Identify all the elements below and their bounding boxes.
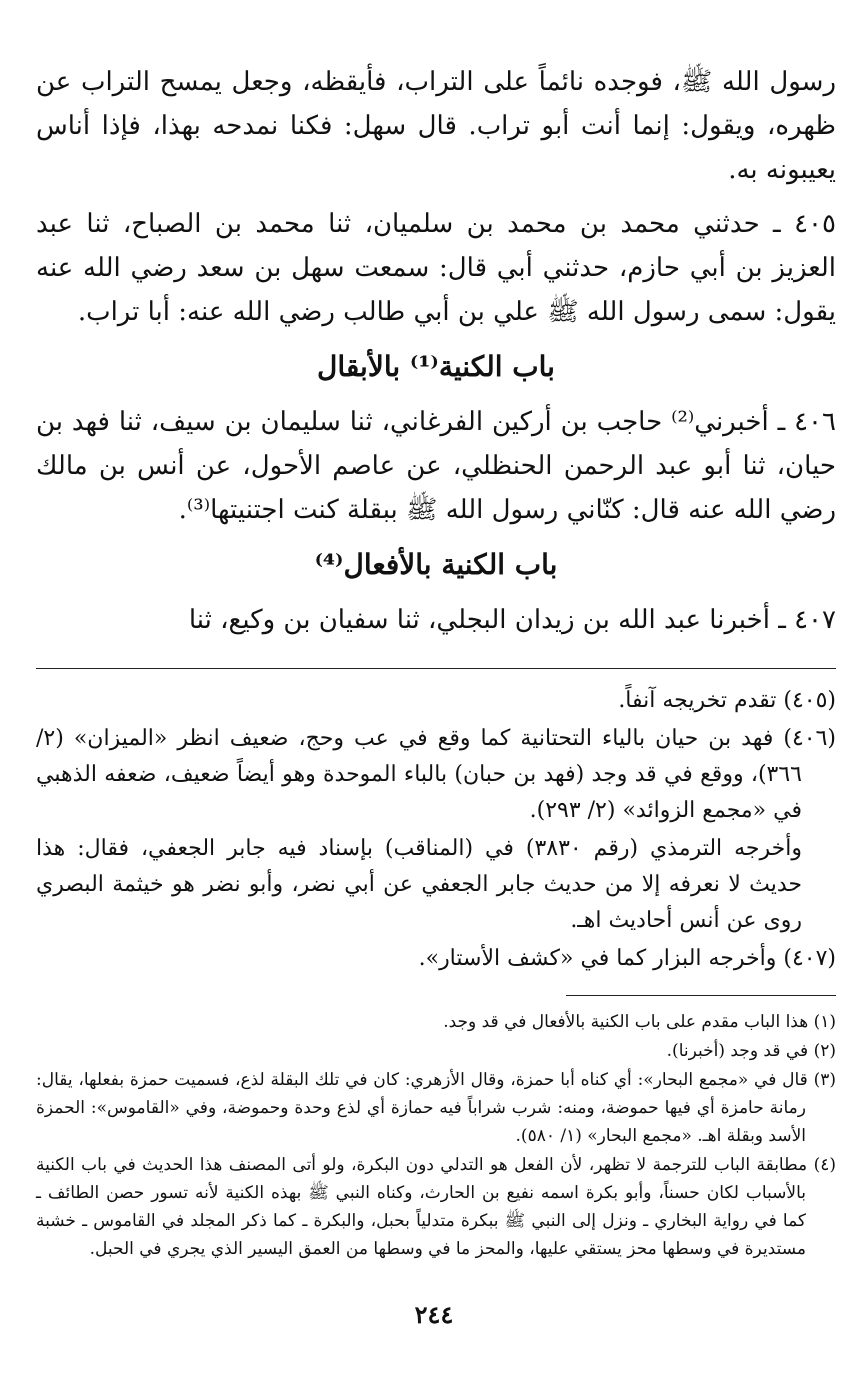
chapter-heading-abqal: باب الكنية⁽¹⁾ بالأبقال bbox=[317, 350, 555, 383]
main-notes-divider bbox=[36, 668, 836, 669]
hadith-406: ٤٠٦ ـ أخبرني⁽²⁾ حاجب بن أركين الفرغاني، ثنا سليمان بن سيف، ثنا فهد بن حيان، ثنا أبو عبد الرحمن الحنظلي، عن عاصم الأحول، عن أنس بن مالك رضي الله عنه قال: كنّاني رسول الله ﷺ ببقلة كنت اجتنيتها⁽³⁾. bbox=[36, 407, 836, 525]
page-number: ٢٤٤ bbox=[414, 1300, 454, 1329]
note-407: (٤٠٧) وأخرجه البزار كما في «كشف الأستار». bbox=[418, 946, 836, 971]
footnotes bbox=[36, 1008, 836, 1263]
footnote-1: (١) هذا الباب مقدم على باب الكنية بالأفعال في قد وجد. bbox=[443, 1012, 836, 1032]
hadith-407: ٤٠٧ ـ أخبرنا عبد الله بن زيدان البجلي، ثنا سفيان بن وكيع، ثنا bbox=[188, 605, 836, 635]
chapter-heading-afaal: باب الكنية بالأفعال⁽⁴⁾ bbox=[314, 548, 558, 581]
hadith-405: ٤٠٥ ـ حدثني محمد بن محمد بن سلميان، ثنا محمد بن الصباح، ثنا عبد العزيز بن أبي حازم، حدثني أبي قال: سمعت سهل بن سعد رضي الله عنه يقول: سمى رسول الله ﷺ علي بن أبي طالب رضي الله عنه: أبا تراب. bbox=[36, 209, 836, 327]
footnote-2: (٢) في قد وجد (أخبرنا). bbox=[666, 1041, 836, 1061]
note-405: (٤٠٥) تقدم تخريجه آنفاً. bbox=[618, 688, 836, 713]
book-page bbox=[36, 60, 836, 1264]
paragraph-continuation: رسول الله ﷺ، فوجده نائماً على التراب، فأيقظه، وجعل يمسح التراب عن ظهره، ويقول: إنما أنت أبو تراب. قال سهل: فكنا نمدحه بهذا، فإذا أناس يعيبونه به. bbox=[36, 67, 836, 185]
main-text bbox=[36, 60, 836, 642]
footnote-3: (٣) قال في «مجمع البحار»: أي كناه أبا حمزة، وقال الأزهري: كان في تلك البقلة لذع، فسميت حمزة بفعلها، يقال: رمانة حامزة أي فيها حموضة، ومنه: شرب شراباً فيه حمازة أي لذع وحدة وحموضة، وفي «القاموس»: الحمزة الأسد وبقلة اهـ. «مجمع البحار» (١/ ٥٨٠). bbox=[36, 1070, 836, 1146]
takhrij-notes bbox=[36, 683, 836, 977]
note-406-continued: وأخرجه الترمذي (رقم ٣٨٣٠) في (المناقب) بإسناد فيه جابر الجعفي، فقال: هذا حديث لا نعرفه إلا من حديث جابر الجعفي عن أبي نضر، وأبو نضر هو خيثمة البصري روى عن أنس أحاديث اهـ. bbox=[36, 836, 802, 933]
note-406: (٤٠٦) فهد بن حيان بالياء التحتانية كما وقع في عب وحج، ضعيف انظر «الميزان» (٢/ ٣٦٦)، ووقع في قد وجد (فهد بن حبان) بالباء الموحدة وهو أيضاً ضعيف، ضعفه الذهبي في «مجمع الزوائد» (٢/ ٢٩٣). bbox=[36, 726, 836, 823]
footnote-4: (٤) مطابقة الباب للترجمة لا تظهر، لأن الفعل هو التدلي دون البكرة، ولو أتى المصنف هذا الحديث في باب الكنية بالأسباب لكان حسناً، وأبو بكرة اسمه نفيع بن الحارث، وكناه النبي ﷺ بهذه الكنية لأنه تسور حصن الطائف ـ كما في رواية البخاري ـ ونزل إلى النبي ﷺ ببكرة متدلياً بحبل، والبكرة ـ كما ذكر المجلد في القاموس ـ خشبة مستديرة في وسطها محز يستقي عليها، والمحز ما في وسطها من العمق اليسير الذي يجري في الحبل. bbox=[36, 1155, 836, 1259]
footnotes-divider bbox=[566, 995, 836, 996]
